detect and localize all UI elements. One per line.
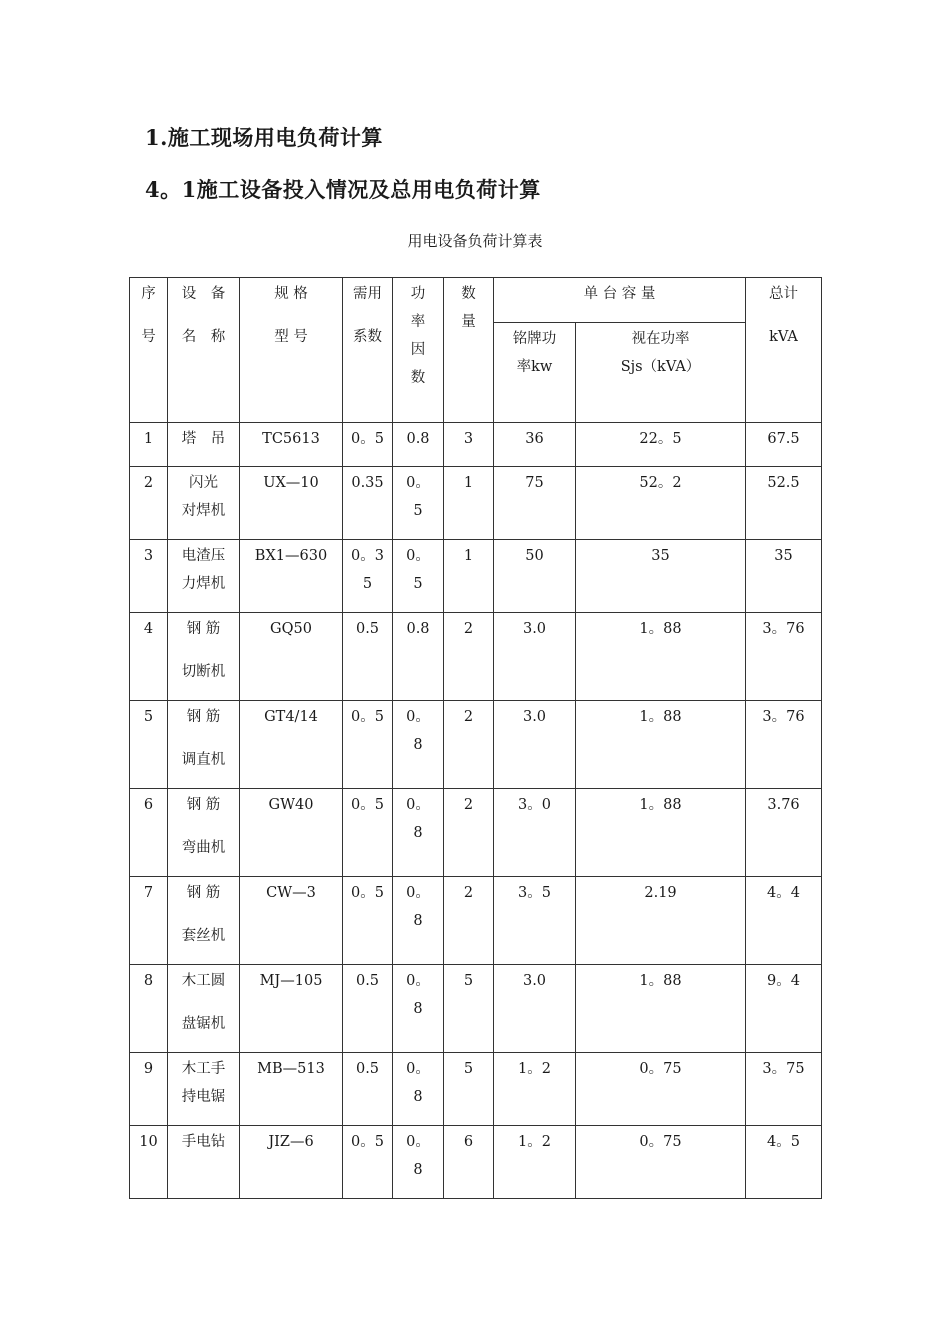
cell-apparent-power: 22。5 [576, 423, 746, 467]
cell-qty: 2 [444, 701, 494, 789]
cell-total: 4。4 [746, 877, 822, 965]
cell-demand: 0。5 [343, 701, 393, 789]
table-row [130, 540, 822, 613]
cell-power-factor: 0。 8 [393, 965, 444, 1053]
header-model: 规 格 型 号 [240, 278, 343, 423]
cell-model: GW40 [240, 789, 343, 877]
cell-rated-power: 1。2 [494, 1053, 576, 1126]
cell-total: 3。75 [746, 1053, 822, 1126]
cell-total: 3.76 [746, 789, 822, 877]
cell-qty: 2 [444, 613, 494, 701]
cell-total: 52.5 [746, 467, 822, 540]
cell-model: GQ50 [240, 613, 343, 701]
cell-apparent-power: 1。88 [576, 701, 746, 789]
cell-seq: 5 [130, 701, 168, 789]
table-row [130, 613, 822, 701]
cell-name: 电渣压 力焊机 [168, 540, 240, 613]
table-row [130, 423, 822, 467]
cell-power-factor: 0。 8 [393, 1053, 444, 1126]
subsection-heading: 4。1施工设备投入情况及总用电负荷计算 [145, 177, 541, 202]
cell-demand: 0。5 [343, 877, 393, 965]
cell-apparent-power: 1。88 [576, 789, 746, 877]
cell-total: 67.5 [746, 423, 822, 467]
table-row [130, 1053, 822, 1126]
cell-model: CW—3 [240, 877, 343, 965]
cell-name: 手电钻 [168, 1126, 240, 1199]
cell-demand: 0。5 [343, 1126, 393, 1199]
cell-seq: 6 [130, 789, 168, 877]
cell-qty: 2 [444, 789, 494, 877]
cell-apparent-power: 0。75 [576, 1053, 746, 1126]
cell-model: TC5613 [240, 423, 343, 467]
header-demand: 需用 系数 [343, 278, 393, 423]
cell-model: GT4/14 [240, 701, 343, 789]
cell-seq: 1 [130, 423, 168, 467]
cell-demand: 0。3 5 [343, 540, 393, 613]
cell-qty: 5 [444, 1053, 494, 1126]
cell-power-factor: 0。 8 [393, 701, 444, 789]
cell-apparent-power: 1。88 [576, 613, 746, 701]
cell-total: 3。76 [746, 613, 822, 701]
table-row [130, 789, 822, 877]
cell-rated-power: 3。0 [494, 789, 576, 877]
cell-total: 35 [746, 540, 822, 613]
cell-seq: 8 [130, 965, 168, 1053]
cell-model: MB—513 [240, 1053, 343, 1126]
cell-apparent-power: 1。88 [576, 965, 746, 1053]
cell-power-factor: 0。 8 [393, 877, 444, 965]
section-heading: 1.施工现场用电负荷计算 [145, 125, 383, 150]
load-calculation-table [129, 277, 822, 1199]
cell-name: 木工手 持电锯 [168, 1053, 240, 1126]
cell-rated-power: 50 [494, 540, 576, 613]
cell-seq: 7 [130, 877, 168, 965]
cell-qty: 1 [444, 540, 494, 613]
cell-model: UX—10 [240, 467, 343, 540]
header-capacity: 单 台 容 量 [494, 278, 746, 323]
cell-power-factor: 0。 8 [393, 1126, 444, 1199]
cell-seq: 9 [130, 1053, 168, 1126]
cell-demand: 0.35 [343, 467, 393, 540]
cell-demand: 0。5 [343, 789, 393, 877]
cell-rated-power: 36 [494, 423, 576, 467]
cell-model: BX1—630 [240, 540, 343, 613]
cell-total: 4。5 [746, 1126, 822, 1199]
cell-model: MJ—105 [240, 965, 343, 1053]
cell-demand: 0.5 [343, 1053, 393, 1126]
cell-total: 3。76 [746, 701, 822, 789]
table-caption: 用电设备负荷计算表 [407, 232, 543, 250]
cell-power-factor: 0.8 [393, 423, 444, 467]
table-row [130, 965, 822, 1053]
cell-rated-power: 3.0 [494, 613, 576, 701]
cell-qty: 5 [444, 965, 494, 1053]
cell-name: 钢 筋 切断机 [168, 613, 240, 701]
cell-qty: 1 [444, 467, 494, 540]
cell-rated-power: 3.0 [494, 965, 576, 1053]
cell-name: 木工圆 盘锯机 [168, 965, 240, 1053]
header-qty: 数 量 [444, 278, 494, 423]
cell-seq: 10 [130, 1126, 168, 1199]
header-name: 设 备 名 称 [168, 278, 240, 423]
cell-seq: 3 [130, 540, 168, 613]
cell-rated-power: 3.0 [494, 701, 576, 789]
cell-apparent-power: 52。2 [576, 467, 746, 540]
table-row [130, 701, 822, 789]
cell-name: 钢 筋 套丝机 [168, 877, 240, 965]
table-row [130, 1126, 822, 1199]
cell-rated-power: 3。5 [494, 877, 576, 965]
header-rated-power: 铭牌功 率kw [494, 323, 576, 423]
cell-qty: 2 [444, 877, 494, 965]
cell-model: JIZ—6 [240, 1126, 343, 1199]
cell-rated-power: 75 [494, 467, 576, 540]
header-power-factor: 功 率 因 数 [393, 278, 444, 423]
header-seq: 序 号 [130, 278, 168, 423]
header-apparent-power: 视在功率 Sjs（kVA） [576, 323, 746, 423]
table-row [130, 467, 822, 540]
cell-name: 钢 筋 调直机 [168, 701, 240, 789]
cell-seq: 2 [130, 467, 168, 540]
cell-qty: 3 [444, 423, 494, 467]
cell-qty: 6 [444, 1126, 494, 1199]
cell-apparent-power: 35 [576, 540, 746, 613]
cell-name: 塔 吊 [168, 423, 240, 467]
cell-power-factor: 0。 5 [393, 540, 444, 613]
cell-total: 9。4 [746, 965, 822, 1053]
cell-apparent-power: 0。75 [576, 1126, 746, 1199]
cell-name: 闪光 对焊机 [168, 467, 240, 540]
cell-demand: 0。5 [343, 423, 393, 467]
cell-power-factor: 0。 8 [393, 789, 444, 877]
cell-name: 钢 筋 弯曲机 [168, 789, 240, 877]
header-row [130, 278, 822, 323]
table-row [130, 877, 822, 965]
cell-demand: 0.5 [343, 965, 393, 1053]
cell-rated-power: 1。2 [494, 1126, 576, 1199]
cell-power-factor: 0。 5 [393, 467, 444, 540]
cell-seq: 4 [130, 613, 168, 701]
cell-power-factor: 0.8 [393, 613, 444, 701]
cell-demand: 0.5 [343, 613, 393, 701]
cell-apparent-power: 2.19 [576, 877, 746, 965]
header-total: 总计 kVA [746, 278, 822, 423]
